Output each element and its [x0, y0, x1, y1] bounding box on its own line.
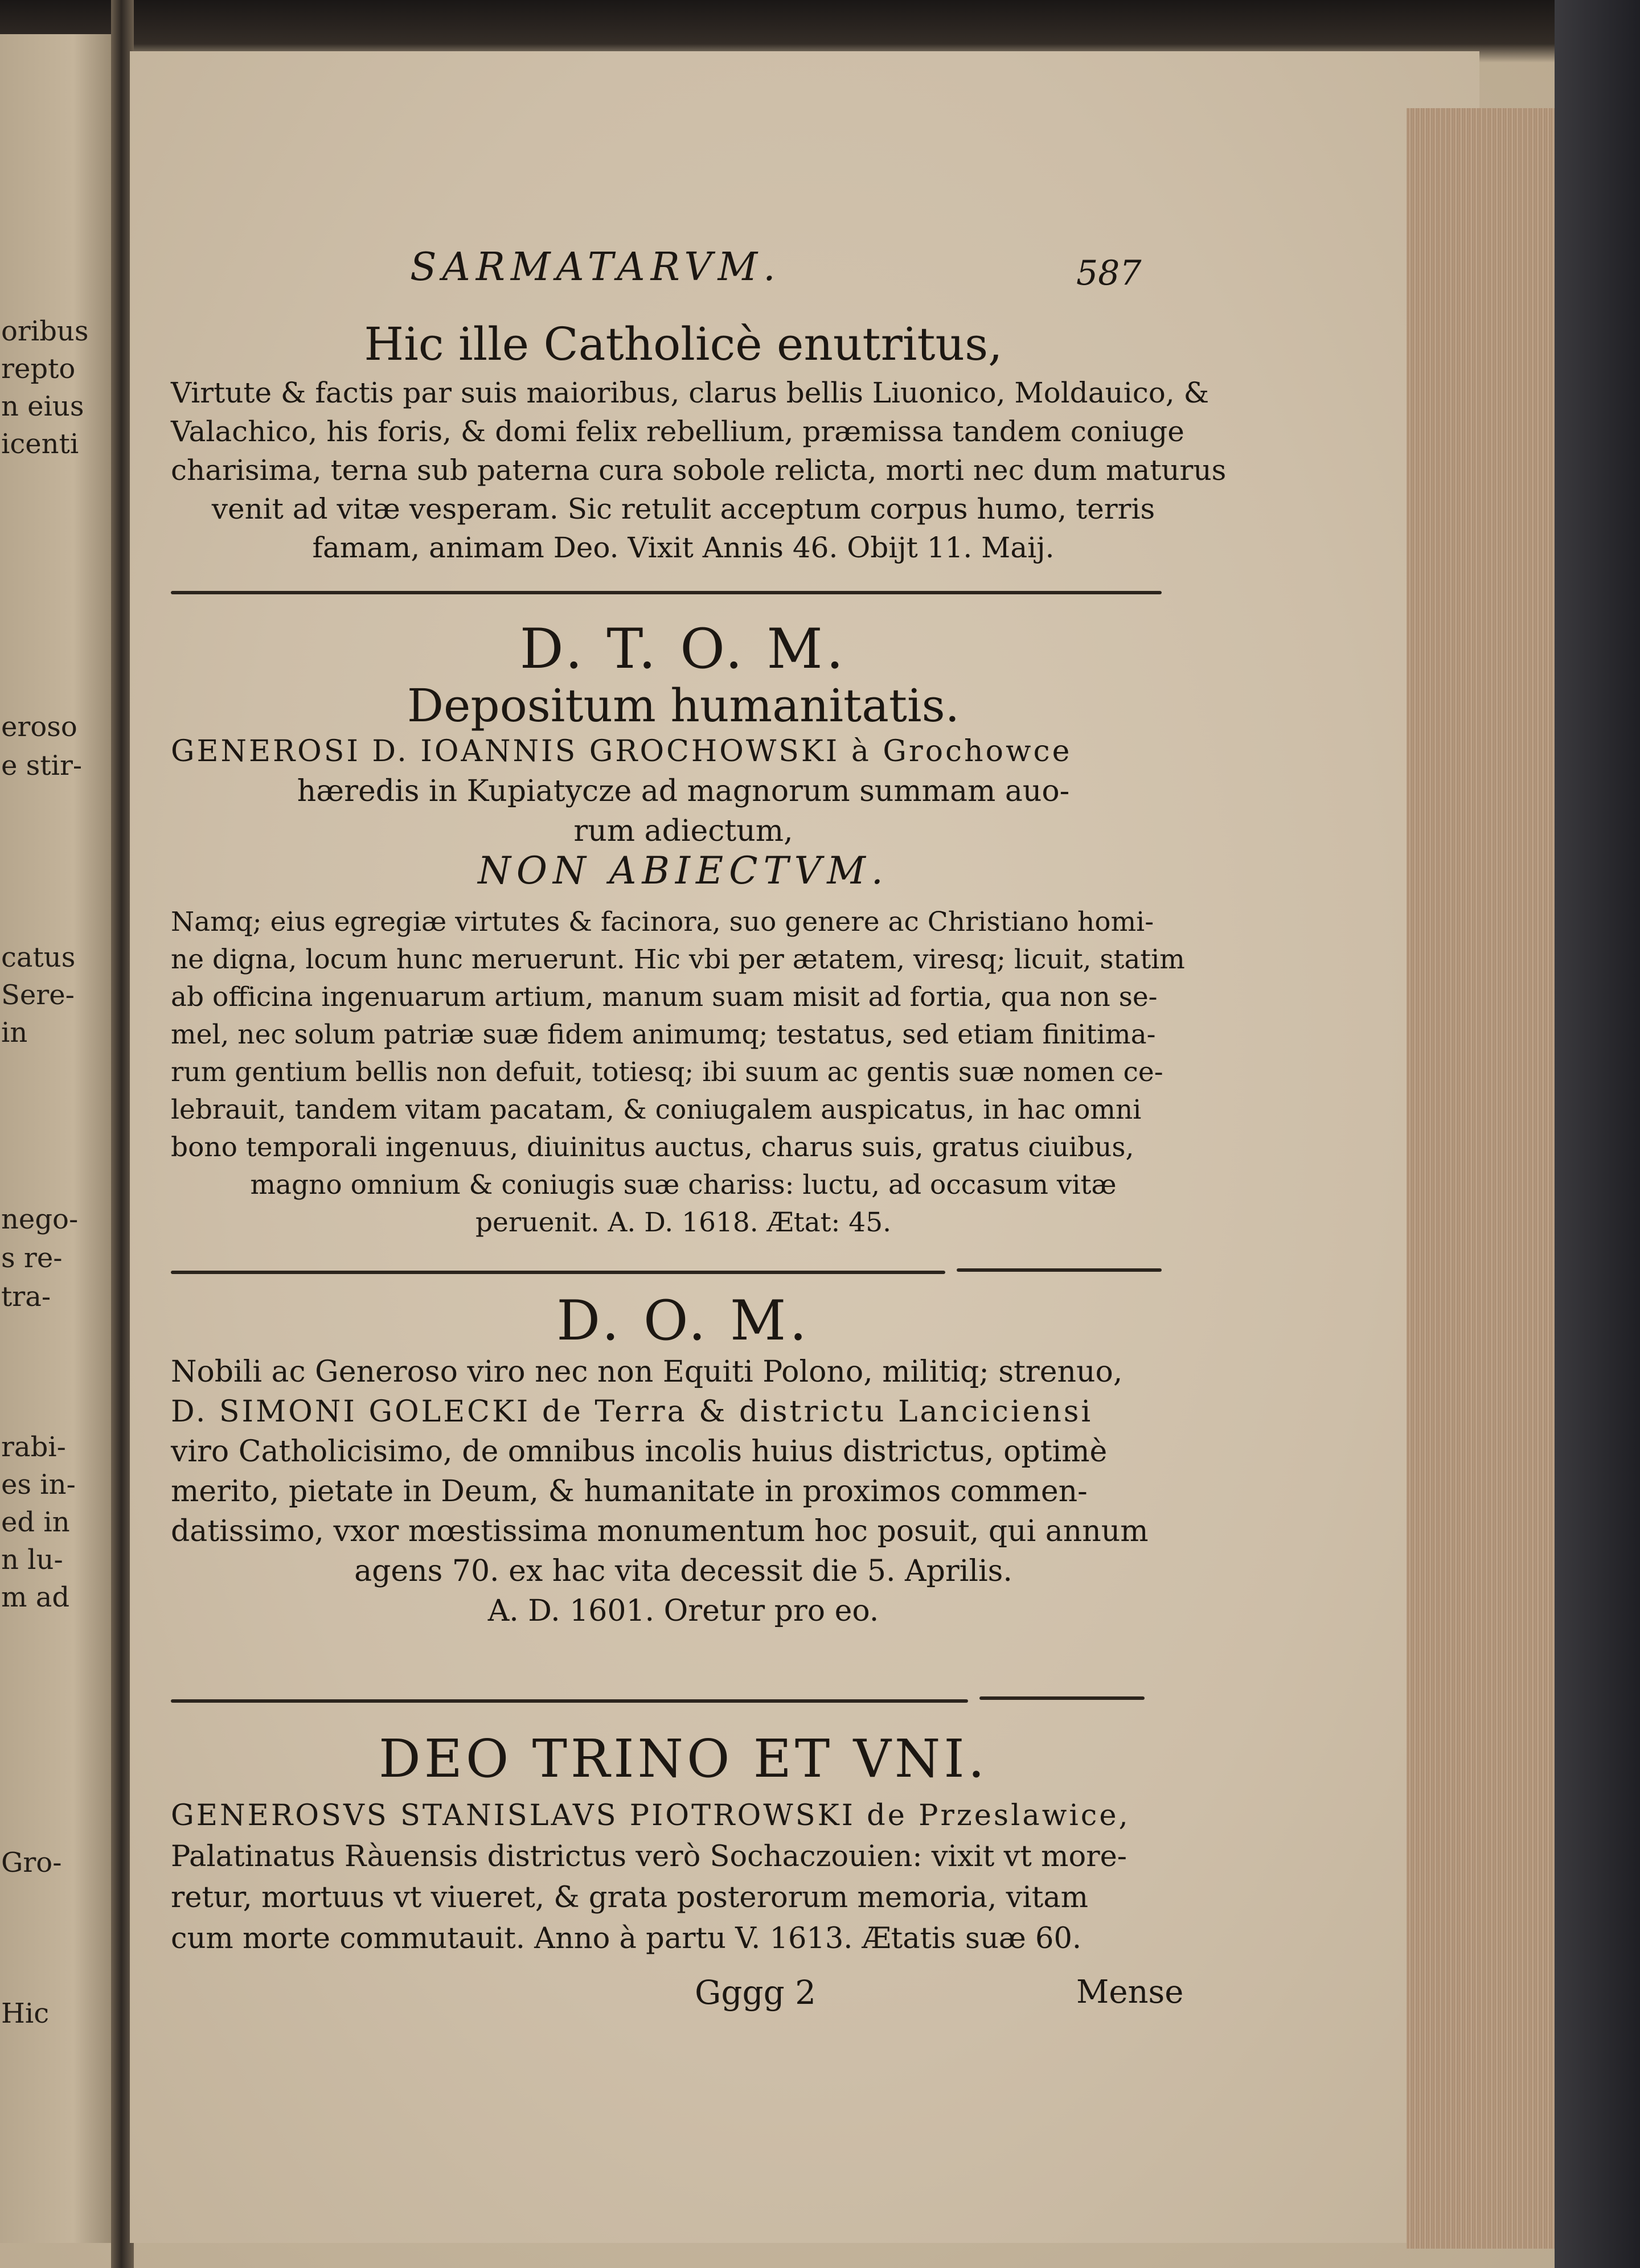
- section-divider: [979, 1696, 1145, 1700]
- section3-line: A. D. 1601. Oretur pro eo.: [487, 1594, 879, 1628]
- section4-line: retur, mortuus vt viueret, & grata posterorum memoria, vitam: [171, 1881, 1089, 1914]
- margin-fragment: Sere-: [1, 979, 75, 1011]
- scan-background-right: [1555, 0, 1640, 2268]
- section4-line: cum morte commutauit. Anno à partu V. 1613. Ætatis suæ 60.: [171, 1922, 1082, 1955]
- section2-subheading: Depositum humanitatis.: [407, 679, 960, 732]
- section2-line: Namq; eius egregiæ virtutes & facinora, suo genere ac Christiano homi-: [171, 906, 1154, 938]
- margin-fragment: oribus: [1, 315, 89, 347]
- section2-line: bono temporali ingenuus, diuinitus auctus, charus suis, gratus ciuibus,: [171, 1132, 1134, 1163]
- section3-line: datissimo, vxor mœstissima monumentum hoc posuit, qui annum: [171, 1514, 1149, 1548]
- section-divider: [171, 1699, 968, 1703]
- page-number: 587: [1076, 253, 1142, 293]
- margin-fragment: eroso: [1, 711, 77, 743]
- section3-line: Nobili ac Generoso viro nec non Equiti Polono, militiq; strenuo,: [171, 1355, 1123, 1389]
- section4-line: Palatinatus Ràuensis districtus verò Sochaczouien: vixit vt more-: [171, 1840, 1127, 1873]
- section2-intro-line: GENEROSI D. IOANNIS GROCHOWSKI à Grochowce: [171, 734, 1072, 769]
- section1-line: charisima, terna sub paterna cura sobole relicta, morti nec dum maturus: [171, 454, 1227, 487]
- section3-line: merito, pietate in Deum, & humanitate in proximos commen-: [171, 1474, 1088, 1509]
- section3-line: agens 70. ex hac vita decessit die 5. Aprilis.: [354, 1554, 1012, 1588]
- margin-fragment: catus: [1, 942, 76, 973]
- section2-intro-line: rum adiectum,: [573, 814, 793, 848]
- margin-fragment: n eius: [1, 391, 84, 422]
- margin-fragment: m ad: [1, 1581, 70, 1613]
- section2-line: ab officina ingenuarum artium, manum suam misit ad fortia, qua non se-: [171, 981, 1158, 1013]
- section2-heading: D. T. O. M.: [519, 617, 847, 681]
- section2-line: rum gentium bellis non defuit, totiesq; ibi suum ac gentis suæ nomen ce-: [171, 1057, 1163, 1088]
- section2-line: mel, nec solum patriæ suæ fidem animumq; testatus, sed etiam finitima-: [171, 1019, 1156, 1050]
- margin-fragment: icenti: [1, 428, 79, 460]
- margin-fragment: rabi-: [1, 1431, 66, 1463]
- section-divider: [171, 1271, 945, 1274]
- section1-line: Valachico, his foris, & domi felix rebellium, præmissa tandem coniuge: [171, 415, 1184, 448]
- margin-fragment: repto: [1, 353, 76, 385]
- section-divider: [957, 1268, 1162, 1272]
- page-edges: [1407, 108, 1555, 2249]
- section3-line: viro Catholicisimo, de omnibus incolis huius districtus, optimè: [171, 1435, 1108, 1469]
- section1-line: Virtute & factis par suis maioribus, clarus bellis Liuonico, Moldauico, &: [171, 376, 1210, 409]
- margin-fragment: e stir-: [1, 750, 83, 782]
- section-divider: [171, 591, 1162, 594]
- section3-line: D. SIMONI GOLECKI de Terra & districtu Lanciciensi: [171, 1395, 1093, 1429]
- section2-line: ne digna, locum hunc meruerunt. Hic vbi per ætatem, viresq; licuit, statim: [171, 944, 1185, 975]
- section2-line: magno omnium & coniugis suæ chariss: luctu, ad occasum vitæ: [250, 1169, 1117, 1201]
- section2-line: lebrauit, tandem vitam pacatam, & coniugalem auspicatus, in hac omni: [171, 1094, 1142, 1125]
- section4-line: GENEROSVS STANISLAVS PIOTROWSKI de Przeslawice,: [171, 1799, 1130, 1833]
- section4-heading: DEO TRINO ET VNI.: [378, 1728, 989, 1789]
- left-page-edge: [0, 34, 122, 2243]
- margin-fragment: nego-: [1, 1203, 79, 1235]
- running-title: SARMATARVM.: [410, 245, 781, 290]
- margin-fragment: es in-: [1, 1469, 76, 1501]
- margin-fragment: s re-: [1, 1242, 63, 1274]
- section2-line: peruenit. A. D. 1618. Ætat: 45.: [475, 1207, 892, 1238]
- signature-mark: Gggg 2: [695, 1973, 817, 2012]
- margin-fragment: tra-: [1, 1281, 51, 1313]
- margin-fragment: Gro-: [1, 1847, 62, 1879]
- section1-heading: Hic ille Catholicè enutritus,: [364, 318, 1003, 371]
- margin-fragment: n lu-: [1, 1544, 63, 1576]
- margin-fragment: in: [1, 1017, 28, 1049]
- catchword: Mense: [1076, 1974, 1184, 2011]
- section3-heading: D. O. M.: [556, 1289, 810, 1353]
- section1-line: venit ad vitæ vesperam. Sic retulit acceptum corpus humo, terris: [211, 492, 1155, 525]
- margin-fragment: Hic: [1, 1998, 50, 2029]
- section2-emphasis: NON ABIECTVM.: [478, 849, 889, 893]
- margin-fragment: ed in: [1, 1506, 70, 1538]
- section1-line: famam, animam Deo. Vixit Annis 46. Obijt 11. Maij.: [312, 531, 1055, 564]
- section2-intro-line: hæredis in Kupiatycze ad magnorum summam auo-: [297, 774, 1070, 808]
